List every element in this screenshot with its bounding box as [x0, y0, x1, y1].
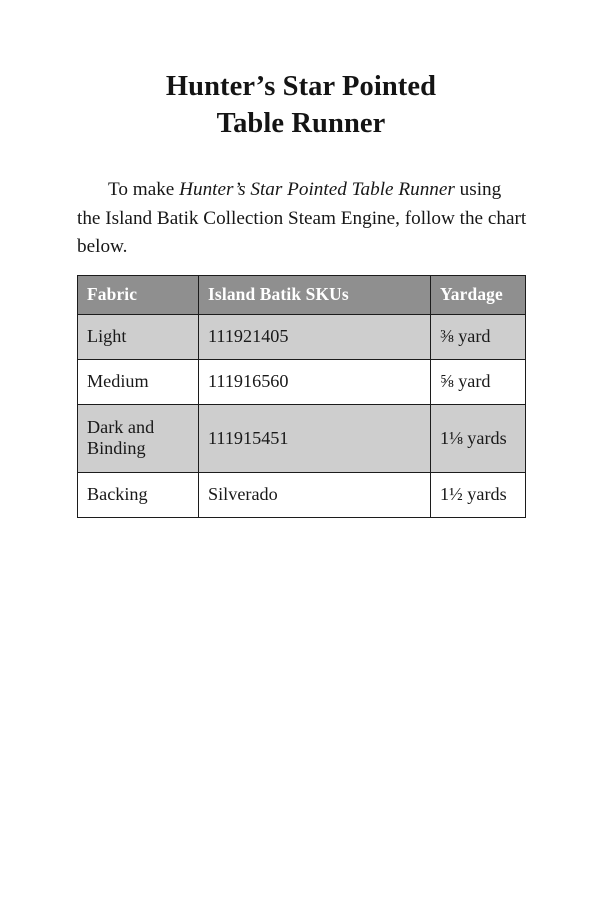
cell-fabric: Dark and Binding [78, 405, 199, 473]
fabric-requirements-table-container [77, 275, 525, 518]
document-title-line-1: Hunter’s Star Pointed [165, 71, 437, 102]
table-body [78, 315, 526, 518]
intro-italic-project-name: Hunter’s Star Pointed Table Runner [179, 179, 455, 201]
table-row [78, 360, 526, 405]
cell-fabric: Light [78, 315, 199, 360]
cell-yardage: ⅝ yard [431, 360, 526, 405]
fabric-requirements-table [77, 275, 526, 518]
intro-text-after-italic: using the Island Batik Collection Steam Engine, follow the chart below. [77, 179, 527, 258]
cell-sku: Silverado [199, 473, 431, 518]
column-header-fabric: Fabric [78, 276, 199, 315]
document-title [77, 68, 525, 142]
cell-sku: 111921405 [199, 315, 431, 360]
table-header [78, 276, 526, 315]
table-header-row [78, 276, 526, 315]
column-header-island-batik-skus: Island Batik SKUs [199, 276, 431, 315]
cell-yardage: 1⅛ yards [431, 405, 526, 473]
cell-fabric: Backing [78, 473, 199, 518]
table-row [78, 315, 526, 360]
cell-sku: 111915451 [199, 405, 431, 473]
cell-fabric: Medium [78, 360, 199, 405]
cell-yardage: ⅜ yard [431, 315, 526, 360]
table-row [78, 473, 526, 518]
intro-paragraph [77, 176, 527, 262]
document-title-line-2: Table Runner [216, 108, 386, 139]
cell-sku: 111916560 [199, 360, 431, 405]
page-title [77, 68, 525, 142]
intro-text-before-italic: To make [108, 179, 180, 201]
cell-yardage: 1½ yards [431, 473, 526, 518]
column-header-yardage: Yardage [431, 276, 526, 315]
table-row [78, 405, 526, 473]
